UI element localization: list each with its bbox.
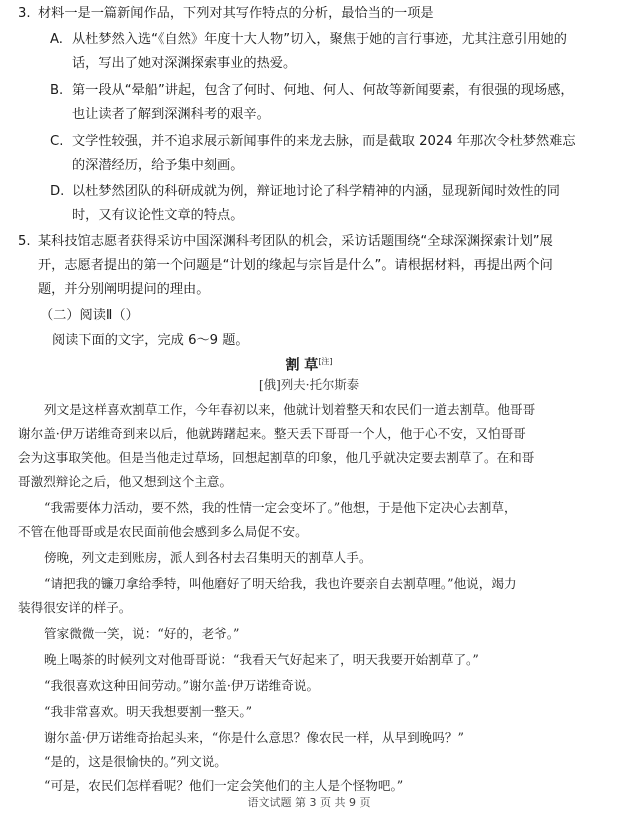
option-text: 的深潜经历，给予集中刻画。 — [72, 158, 244, 173]
question-text: 材料一是一篇新闻作品，下列对其写作特点的分析，最恰当的一项是 — [38, 6, 434, 21]
story-line: “我非常喜欢。明天我想要割一整天。” — [44, 704, 253, 719]
footnote-marker: [注] — [318, 357, 333, 366]
story-line: “请把我的镰刀拿给季特，叫他磨好了明天给我，我也许要亲自去割草哩。”他说，竭力 — [44, 576, 517, 591]
option-text: 文学性较强，并不追求展示新闻事件的来龙去脉，而是截取 2024 年那次令杜梦然难忘 — [72, 134, 576, 149]
option-text: 也让读者了解到深渊科考的艰辛。 — [72, 107, 270, 122]
question-5-line: 开，志愿者提出的第一个问题是“计划的缘起与宗旨是什么”。请根据材料，再提出两个问 — [38, 258, 553, 273]
option-letter: A. — [50, 32, 63, 47]
story-title — [0, 351, 618, 377]
story-line: “可是，农民们怎样看呢？他们一定会笑他们的主人是个怪物吧。” — [44, 778, 404, 793]
page-footer: 语文试题 第 3 页 共 9 页 — [247, 796, 371, 809]
story-line: 不管在他哥哥或是农民面前他会感到多么局促不安。 — [18, 524, 308, 539]
story-line: 谢尔盖·伊万诺维奇到来以后，他就踌躇起来。整天丢下哥哥一个人，他于心不安，又怕哥哥 — [18, 426, 526, 441]
story-line: 晚上喝茶的时候列文对他哥哥说：“我看天气好起来了，明天我要开始割草了。” — [44, 652, 479, 667]
option-c-continued — [72, 154, 243, 177]
story-line: “是的，这是很愉快的。”列文说。 — [44, 754, 227, 769]
option-letter: B. — [50, 83, 64, 98]
question-text: 某科技馆志愿者获得采访中国深渊科考团队的机会，采访话题围绕“全球深渊探索计划”展 — [38, 234, 553, 249]
story-line: 装得很安详的样子。 — [18, 600, 132, 615]
story-line: “我很喜欢这种田间劳动。”谢尔盖·伊万诺维奇说。 — [44, 678, 320, 693]
section-heading: （二）阅读Ⅱ（） — [40, 308, 139, 323]
question-number: 3. — [18, 6, 31, 21]
option-text: 从杜梦然入选“《自然》年度十大人物”切入，聚焦于她的言行事迹，尤其注意引用她的 — [72, 32, 567, 47]
story-line: “我需要体力活动，要不然，我的性情一定会变坏了。”他想，于是他下定决心去割草， — [44, 500, 517, 515]
story-line: 列文是这样喜欢割草工作，今年春初以来，他就计划着整天和农民们一道去割草。他哥哥 — [44, 402, 536, 417]
option-text: 以杜梦然团队的科研成就为例，辩证地讨论了科学精神的内涵，显现新闻时效性的同 — [72, 184, 560, 199]
option-c — [50, 130, 576, 153]
option-text: 时，又有议论性文章的特点。 — [72, 208, 244, 223]
option-b — [50, 79, 574, 102]
story-title-text: 割 草 — [285, 357, 319, 374]
question-3-stem — [18, 2, 434, 25]
option-d-continued — [72, 204, 243, 227]
story-line: 傍晚，列文走到账房，派人到各村去召集明天的割草人手。 — [44, 550, 372, 565]
story-line: 哥激烈辩论之后，他又想到这个主意。 — [18, 474, 233, 489]
story-author: [俄]列夫·托尔斯泰 — [258, 377, 360, 392]
story-line: 会为这事取笑他。但是当他走过草场，回想起割草的印象，他几乎就决定要去割草了。在和哥 — [18, 450, 535, 465]
option-a-continued — [72, 52, 296, 75]
option-b-continued — [72, 103, 270, 126]
option-text: 第一段从“晕船”讲起，包含了何时、何地、何人、何故等新闻要素，有很强的现场感， — [72, 83, 574, 98]
option-text: 话，写出了她对深渊探索事业的热爱。 — [72, 56, 297, 71]
question-number: 5. — [18, 234, 31, 249]
question-5-stem — [18, 230, 553, 253]
option-a — [50, 28, 567, 51]
option-letter: C. — [50, 134, 64, 149]
story-line: 谢尔盖·伊万诺维奇抬起头来，“你是什么意思？像农民一样，从早到晚吗？” — [44, 730, 464, 745]
option-letter: D. — [50, 184, 65, 199]
option-d — [50, 180, 560, 203]
story-line: 管家微微一笑，说：“好的，老爷。” — [44, 626, 240, 641]
question-5-line: 题，并分别阐明提问的理由。 — [38, 282, 210, 297]
section-instruction: 阅读下面的文字，完成 6～9 题。 — [52, 333, 249, 348]
